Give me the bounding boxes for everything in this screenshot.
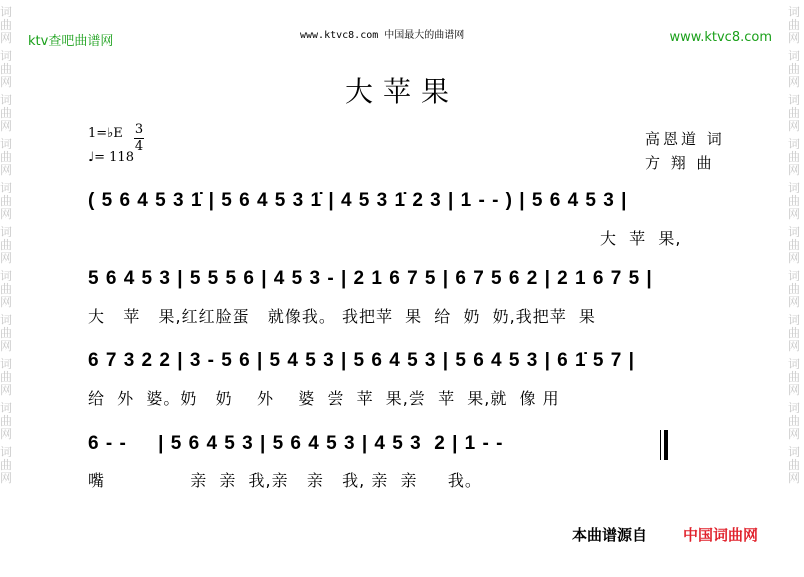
watermark-char: 词曲网 [788, 225, 801, 265]
watermark-char: 词曲网 [788, 313, 801, 353]
lyrics-row-3: 给 外 婆。奶 奶 外 婆 尝 苹 果,尝 苹 果,就 像 用 [88, 389, 560, 408]
header-tagline: www.ktvc8.com 中国最大的曲谱网 [300, 30, 465, 41]
watermark-char: 词曲网 [788, 357, 801, 397]
notation-row-4: 6 - - | 5 6 4 5 3 | 5 6 4 5 3 | 4 5 3 2 | 1 - - [88, 433, 504, 454]
lyricist-credit: 高恩道 词 [645, 130, 725, 148]
composer-credit: 方 翔 曲 [645, 154, 715, 172]
watermark-char: 词曲网 [788, 93, 801, 133]
song-title: 大苹果 [344, 75, 459, 108]
watermark-char: 词曲网 [0, 225, 13, 265]
watermark-char: 词曲网 [788, 137, 801, 177]
time-signature [134, 122, 144, 155]
watermark-char: 词曲网 [0, 313, 13, 353]
watermark-char: 词曲网 [0, 5, 13, 45]
watermark-char: 词曲网 [788, 49, 801, 89]
key-signature: 1=♭E [88, 126, 123, 141]
watermark-char: 词曲网 [0, 137, 13, 177]
watermark-char: 词曲网 [0, 93, 13, 133]
watermark-char: 词曲网 [788, 5, 801, 45]
header-site-link[interactable]: ktv查吧曲谱网 [28, 34, 114, 49]
notation-row-1: ( 5 6 4 5 3 1̇ | 5 6 4 5 3 1̇ | 4 5 3 1̇ 2 3 | 1 - - ) | 5 6 4 5 3 | [88, 190, 628, 211]
source-label: 本曲谱源自 [572, 526, 648, 544]
lyrics-row-1: 大 苹 果, [600, 229, 682, 248]
source-site-link[interactable]: 中国词曲网 [683, 526, 759, 544]
watermark-char: 词曲网 [0, 269, 13, 309]
watermark-char: 词曲网 [788, 445, 801, 485]
watermark-char: 词曲网 [0, 357, 13, 397]
watermark-char: 词曲网 [0, 445, 13, 485]
watermark-char: 词曲网 [788, 401, 801, 441]
final-barline [660, 430, 670, 460]
watermark-char: 词曲网 [0, 49, 13, 89]
notation-row-3: 6 7 3 2 2 | 3 - 5 6 | 5 4 5 3 | 5 6 4 5 3 | 5 6 4 5 3 | 6 1̇ 5 7 | [88, 350, 635, 371]
notation-row-2: 5 6 4 5 3 | 5 5 5 6 | 4 5 3 - | 2 1 6 7 5 | 6 7 5 6 2 | 2 1 6 7 5 | [88, 268, 653, 289]
header-url-link[interactable]: www.ktvc8.com [669, 30, 772, 45]
watermark-char: 词曲网 [788, 181, 801, 221]
tempo-marking: ♩= 118 [88, 150, 134, 165]
time-denominator: 4 [134, 139, 144, 154]
lyrics-row-4: 嘴 亲 亲 我,亲 亲 我, 亲 亲 我。 [88, 471, 482, 490]
watermark-char: 词曲网 [788, 269, 801, 309]
watermark-char: 词曲网 [0, 401, 13, 441]
watermark-char: 词曲网 [0, 181, 13, 221]
lyrics-row-2: 大 苹 果,红红脸蛋 就像我。 我把苹 果 给 奶 奶,我把苹 果 [88, 307, 596, 326]
time-numerator: 3 [134, 122, 144, 137]
